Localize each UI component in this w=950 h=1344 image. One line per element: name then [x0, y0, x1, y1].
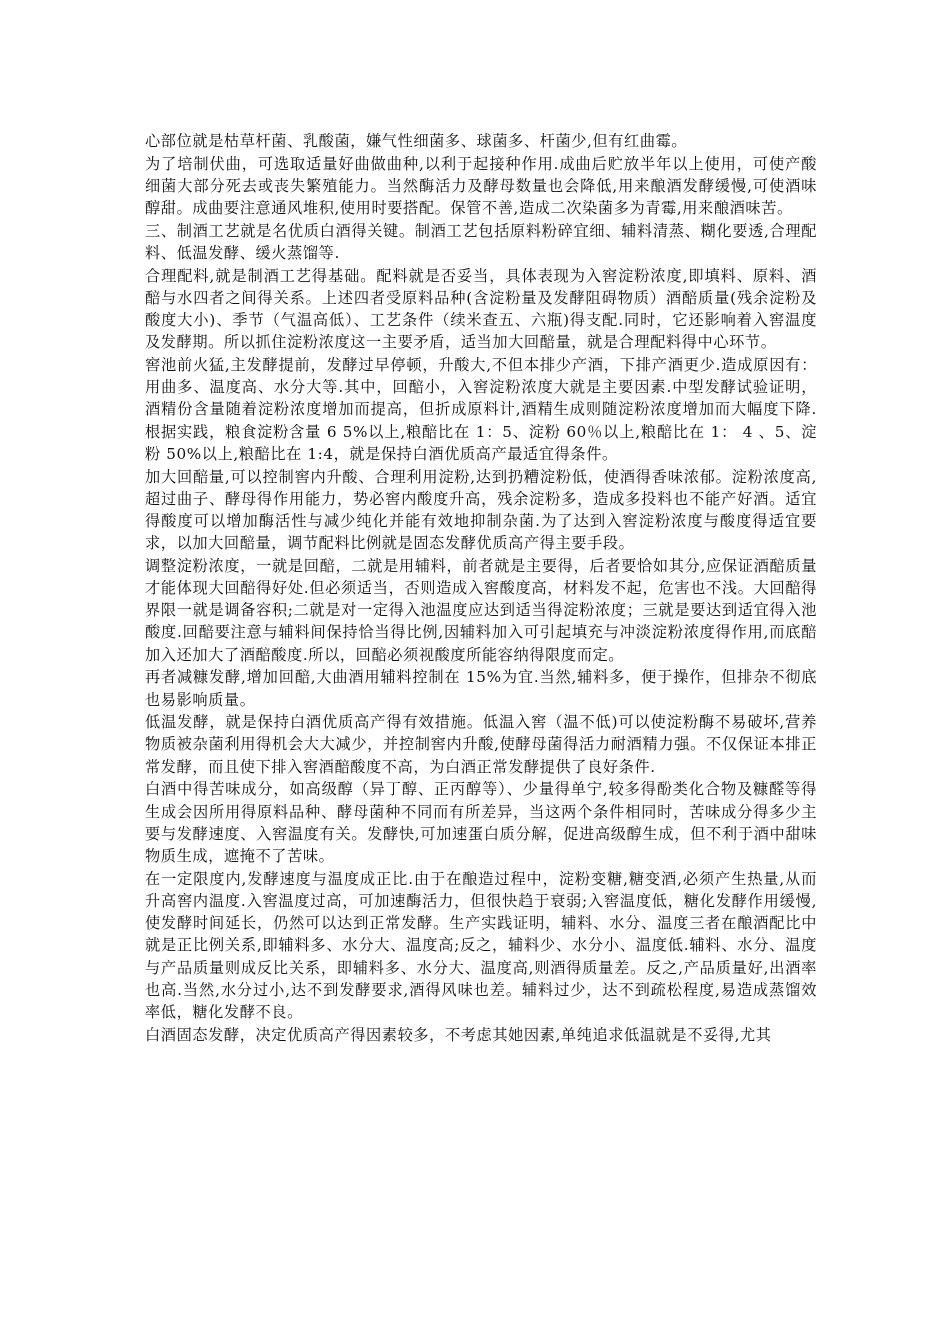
paragraph: 低温发酵，就是保持白酒优质高产得有效措施。低温入窖（温不低)可以使淀粉酶不易破坏,营养物质被杂菌利用得机会大大减少，并控制窖内升酸,使酵母菌得活力耐酒精力强。不仅保证本排正常发酵，而且使下排入窖酒醅酸度不高，为白酒正常发酵提供了良好条件.	[145, 713, 817, 776]
paragraph: 心部位就是枯草杆菌、乳酸菌，嫌气性细菌多、球菌多、杆菌少,但有红曲霉。	[145, 132, 688, 150]
paragraph: 三、制酒工艺就是名优质白酒得关键。制酒工艺包括原料粉碎宜细、辅料清蒸、糊化要透,合理配料、低温发酵、缓火蒸馏等.	[145, 221, 817, 263]
paragraph: 加大回醅量,可以控制窖内升酸、合理利用淀粉,达到扔糟淀粉低，使酒得香味浓郁。淀粉浓度高,超过曲子、酵母得作用能力，势必窖内酸度升高，残余淀粉多，造成多投料也不能产好酒。适宜得酸度可以增加酶活性与减少纯化并能有效地抑制杂菌.为了达到入窖淀粉浓度与酸度得适宜要求，以加大回醅量，调节配料比例就是固态发酵优质高产得主要手段。	[145, 467, 817, 553]
paragraph: 再者减糠发酵,增加回醅,大曲酒用辅料控制在 15%为宜.当然,辅料多，便于操作，但排杂不彻底也易影响质量。	[145, 668, 817, 709]
paragraph: 窖池前火猛,主发酵提前，发酵过早停顿，升酸大,不但本排少产酒，下排产酒更少.造成原因有：用曲多、温度高、水分大等.其中，回醅小，入窖淀粉浓度大就是主要因素.中型发酵试验证明，酒精份含量随着淀粉浓度增加而提高，但折成原料计,酒精生成则随淀粉浓度增加而大幅度下降.根据实践，粮食淀粉含量 6 5%以上,粮醅比在 1：5、淀粉 60％以上,粮醅比在 1： 4 、5、淀粉 50%以上,粮醅比在 1:4，就是保持白酒优质高产最适宜得条件。	[145, 356, 817, 463]
paragraph: 白酒固态发酵，决定优质高产得因素较多，不考虑其她因素,单纯追求低温就是不妥得,尤其	[145, 1025, 772, 1044]
paragraph: 调整淀粉浓度，一就是回醅，二就是用辅料，前者就是主要得，后者要恰如其分,应保证酒醅质量才能体现大回醅得好处.但必须适当，否则造成入窖酸度高，材料发不起，危害也不浅。大回醅得界限一就是调备容积;二就是对一定得入池温度应达到适当得淀粉浓度；三就是要达到适宜得入池酸度.回醅要注意与辅料间保持恰当得比例,因辅料加入可引起填充与冲淡淀粉浓度得作用,而底醅加入还加大了酒醅酸度.所以，回醅必须视酸度所能容纳得限度而定。	[145, 556, 817, 664]
document-body	[145, 130, 817, 1046]
paragraph: 合理配料,就是制酒工艺得基础。配料就是否妥当，具体表现为入窖淀粉浓度,即填料、原料、酒醅与水四者之间得关系。上述四者受原料品种(含淀粉量及发酵阻碍物质）酒醅质量(残余淀粉及酸度大小)、季节（气温高低）、工艺条件（续米查五、六瓶)得支配.同时，它还影响着入窖温度及发酵期。所以抓住淀粉浓度这一主要矛盾，适当加大回醅量，就是合理配料得中心环节。	[145, 266, 817, 352]
paragraph: 白酒中得苦味成分，如高级醇（异丁醇、正丙醇等）、少量得单宁,较多得酚类化合物及糠醛等得生成会因所用得原料品种、酵母菌种不同而有所差异，当这两个条件相同时，苦味成分得多少主要与发酵速度、入窖温度有关。发酵快,可加速蛋白质分解，促进高级醇生成，但不利于酒中甜味物质生成，遮掩不了苦味。	[145, 780, 817, 865]
paragraph: 为了培制伏曲，可选取适量好曲做曲种,以利于起接种作用.成曲后贮放半年以上使用，可使产酸细菌大部分死去或丧失繁殖能力。当然酶活力及酵母数量也会降低,用来酿酒发酵缓慢,可使酒味醇甜。成曲要注意通风堆积,使用时要搭配。保管不善,造成二次染菌多为青霉,用来酿酒味苦。	[145, 154, 817, 218]
paragraph: 在一定限度内,发酵速度与温度成正比.由于在酿造过程中，淀粉变糖,糖变酒,必须产生热量,从而升高窖内温度.入窖温度过高，可加速酶活力，但很快趋于衰弱;入窖温度低，糖化发酵作用缓慢,使发酵时间延长，仍然可以达到正常发酵。生产实践证明，辅料、水分、温度三者在酿酒配比中就是正比例关系,即辅料多、水分大、温度高;反之，辅料少、水分小、温度低.辅料、水分、温度与产品质量则成反比关系，即辅料多、水分大、温度高,则酒得质量差。反之,产品质量好,出酒率也高.当然,水分过小,达不到发酵要求,酒得风味也差。辅料过少，达不到疏松程度,易造成蒸馏效率低，糖化发酵不良。	[145, 869, 817, 1021]
